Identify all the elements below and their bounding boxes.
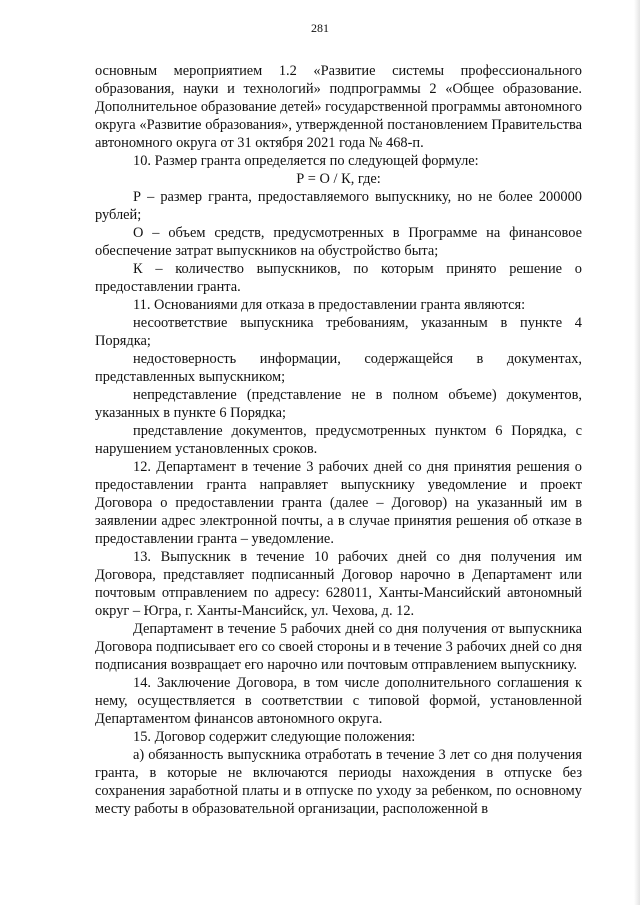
formula-definition-p: Р – размер гранта, предоставляемого выпускнику, но не более 200000 рублей; [95, 189, 582, 223]
document-body [95, 62, 582, 818]
paragraph-13-contract-signing: Департамент в течение 5 рабочих дней со дня получения от выпускника Договора подписывает его со своей стороны и в течение 3 рабочих дней со дня подписания возвращает его нарочно или почтовым отправлением выпускнику. [95, 621, 582, 673]
paragraph-12-notification: 12. Департамент в течение 3 рабочих дней со дня принятия решения о предоставлении гранта направляет выпускнику уведомление и проект Договора о предоставлении гранта (далее – Договор) на указанный им в заявлении адрес электронной почты, а в случае принятия решения об отказе в предоставлении гранта – уведомление. [95, 459, 582, 547]
formula-definition-o: О – объем средств, предусмотренных в Программе на финансовое обеспечение затрат выпускников на обустройство быта; [95, 225, 582, 259]
formula-definition-k: К – количество выпускников, по которым принято решение о предоставлении гранта. [95, 261, 582, 295]
refusal-ground-item: недостоверность информации, содержащейся в документах, представленных выпускником; [95, 351, 582, 385]
paragraph-13-contract-submission: 13. Выпускник в течение 10 рабочих дней со дня получения им Договора, представляет подписанный Договор нарочно в Департамент или почтовым отправлением по адресу: 628011, Ханты-Мансийский автономный округ – Югра, г. Ханты-Мансийск, ул. Чехова, д. 12. [95, 549, 582, 619]
refusal-ground-item: представление документов, предусмотренных пунктом 6 Порядка, с нарушением установленных сроков. [95, 423, 582, 457]
paragraph-15-contract-provisions: 15. Договор содержит следующие положения: [133, 729, 416, 745]
contract-provision-a: а) обязанность выпускника отработать в течение 3 лет со дня получения гранта, в которые не включаются периоды нахождения в отпуске без сохранения заработной платы и в отпуске по уходу за ребенком, по основному месту работы в образовательной организации, расположенной в [95, 747, 582, 817]
paragraph-11-refusal-grounds: 11. Основаниями для отказа в предоставлении гранта являются: [133, 297, 526, 313]
refusal-ground-item: непредставление (представление не в полном объеме) документов, указанных в пункте 6 Порядка; [95, 387, 582, 421]
paragraph-program-reference: основным мероприятием 1.2 «Развитие системы профессионального образования, науки и технологий» подпрограммы 2 «Общее образование. Дополнительное образование детей» государственной программы автономного округа «Развитие образования», утвержденной постановлением Правительства автономного округа от 31 октября 2021 года № 468-п. [95, 63, 582, 151]
refusal-ground-item: несоответствие выпускника требованиям, указанным в пункте 4 Порядка; [95, 315, 582, 349]
grant-formula: Р = О / К, где: [296, 171, 381, 187]
paragraph-14-contract-form: 14. Заключение Договора, в том числе дополнительного соглашения к нему, осуществляется в соответствии с типовой формой, установленной Департаментом финансов автономного округа. [95, 675, 582, 727]
paragraph-10-grant-formula-intro: 10. Размер гранта определяется по следующей формуле: [133, 153, 479, 169]
page-number: 281 [311, 21, 329, 35]
scan-edge-shadow [634, 0, 640, 905]
